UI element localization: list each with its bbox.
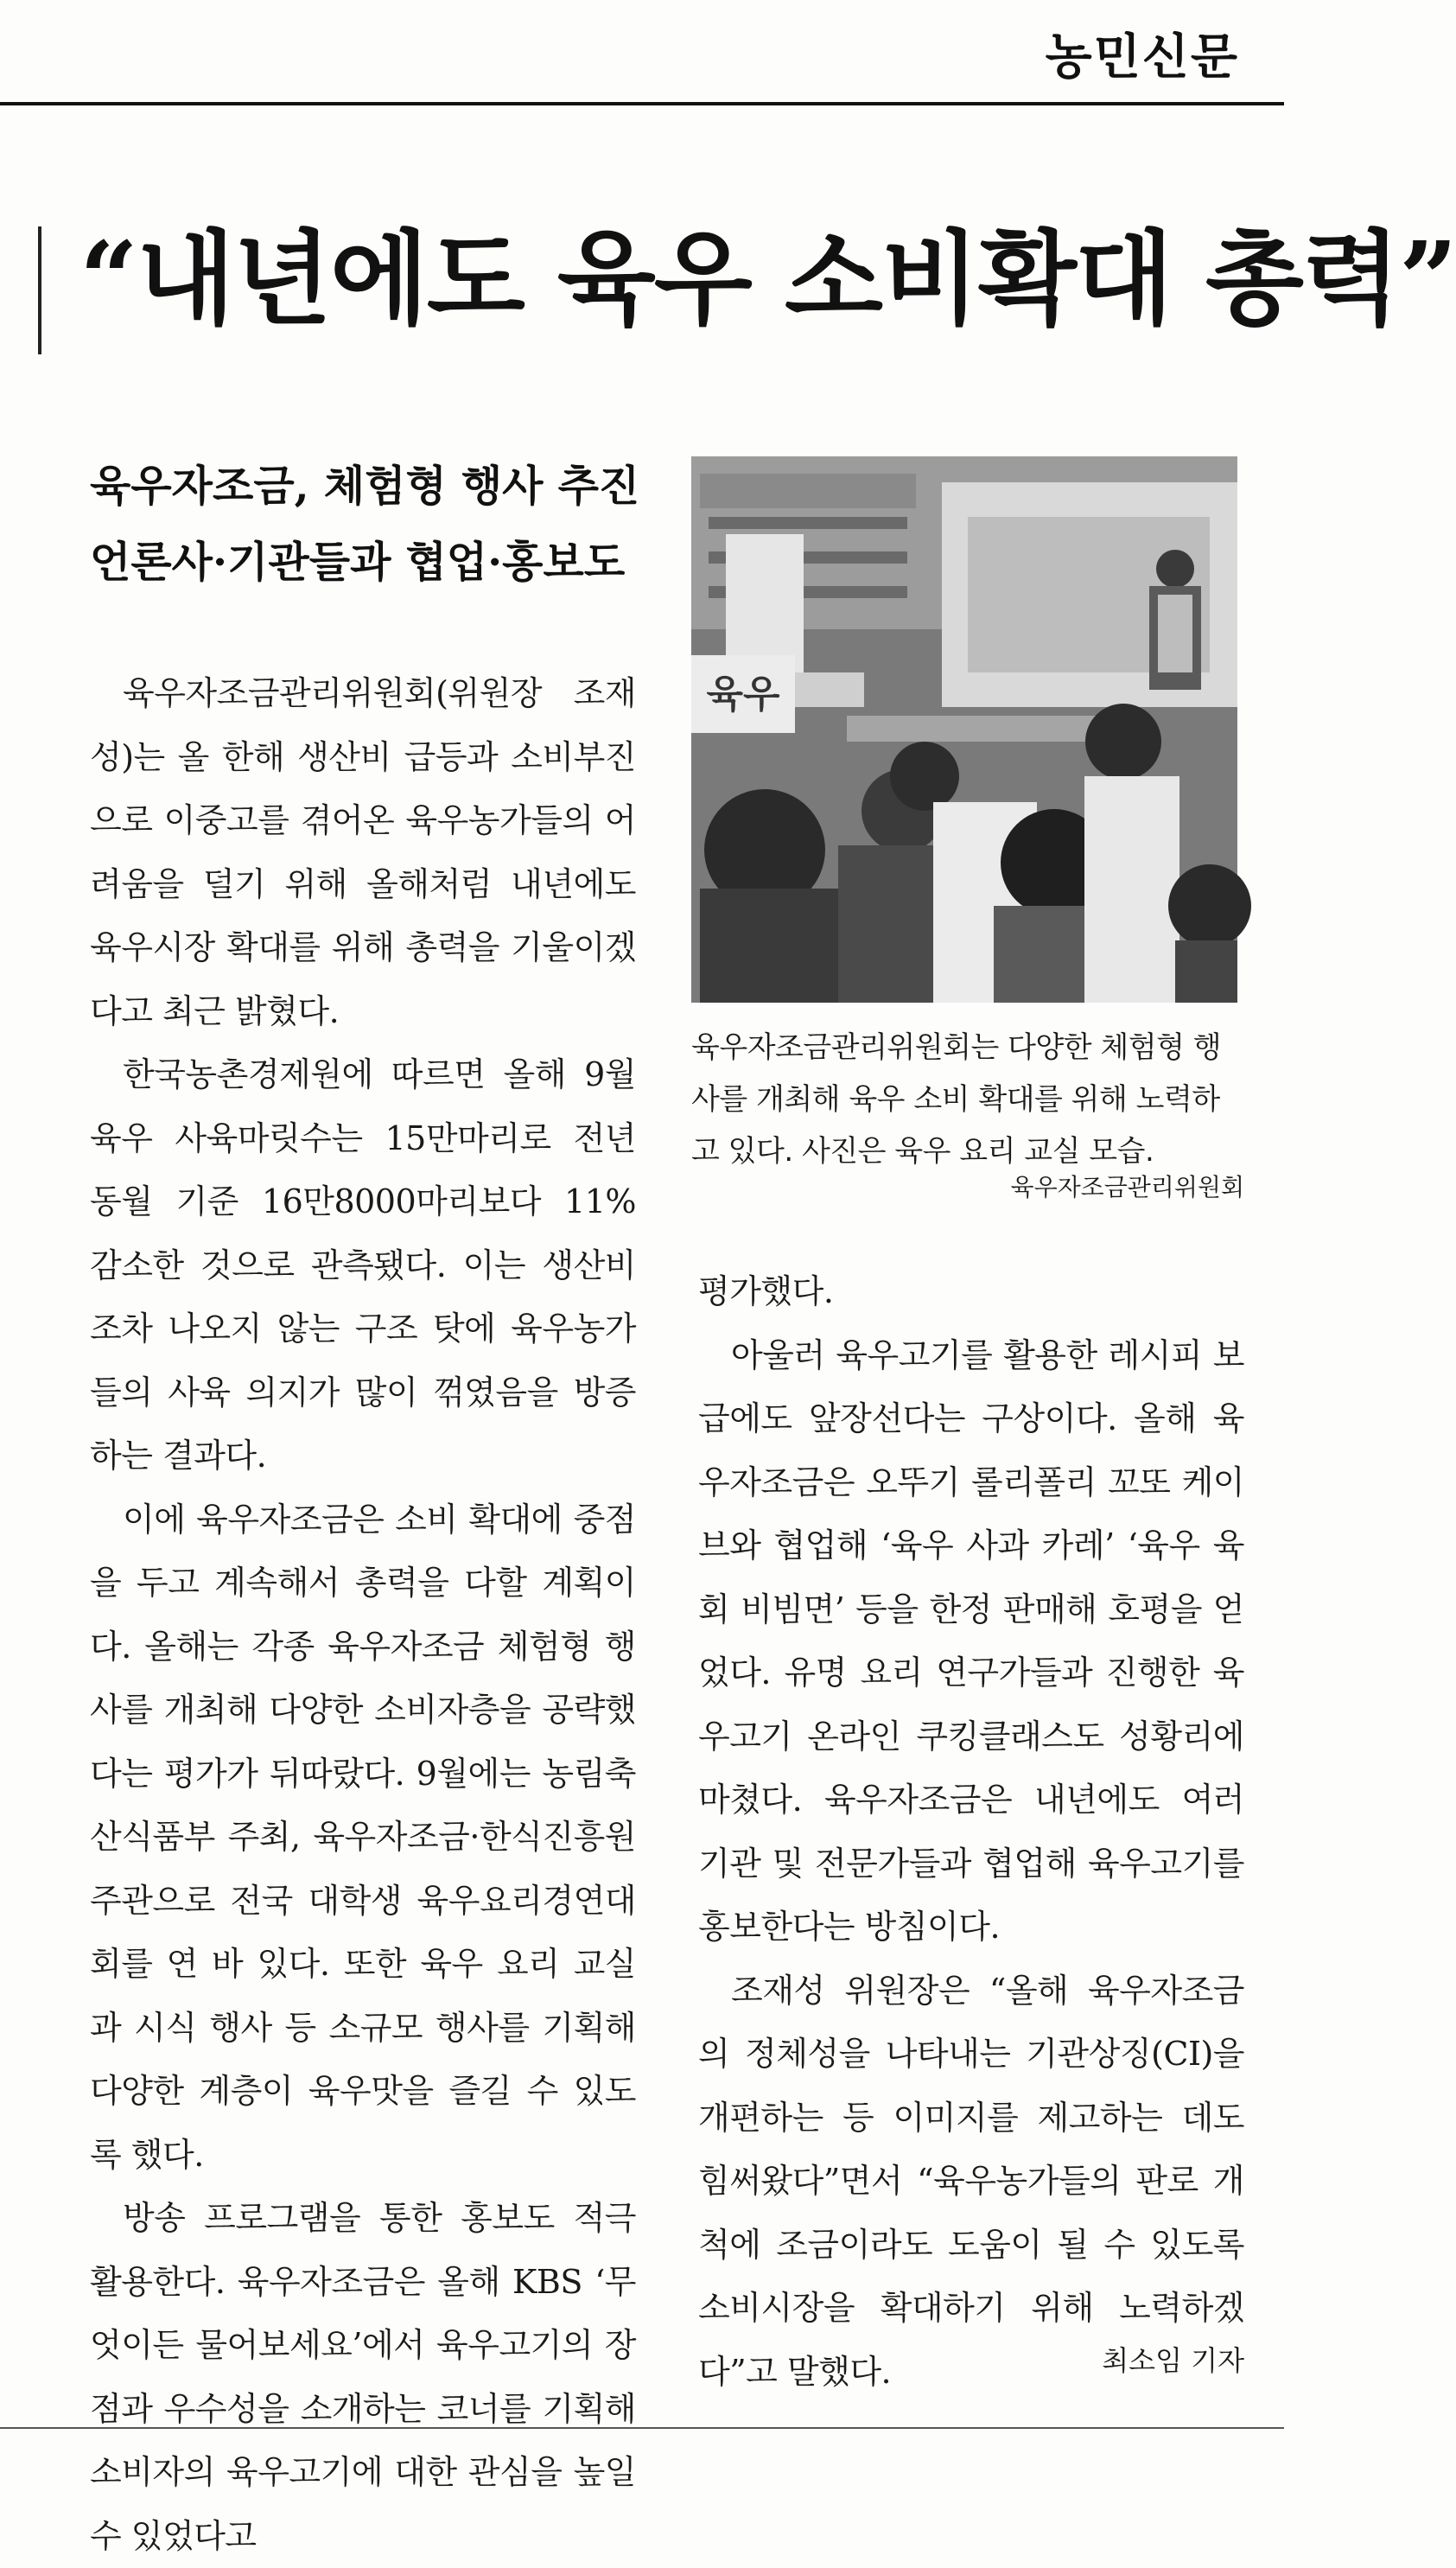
article-right-column bbox=[698, 1260, 1244, 2404]
headline: “내년에도 육우 소비확대 총력” bbox=[79, 219, 1456, 339]
paragraph: 방송 프로그램을 통한 홍보도 적극 활용한다. 육우자조금은 올해 KBS ‘무엇이든 물어보세요’에서 육우고기의 장점과 우수성을 소개하는 코너를 기획해 소비자의 육우고기에 대한 관심을 높일 수 있었다고 bbox=[90, 2199, 636, 2555]
article-photo bbox=[691, 456, 1237, 1003]
photo-sign-text: 육우 bbox=[706, 672, 780, 717]
masthead bbox=[0, 0, 1284, 105]
subheads bbox=[90, 448, 660, 600]
newspaper-name: 농민신문 bbox=[1045, 29, 1239, 86]
paragraph: 육우자조금관리위원회(위원장 조재성)는 올 한해 생산비 급등과 소비부진으로 이중고를 겪어온 육우농가들의 어려움을 덜기 위해 올해처럼 내년에도 육우시장 확대를 위해 총력을 기울이겠다고 최근 밝혔다. bbox=[90, 674, 636, 1030]
photo-caption: 육우자조금관리위원회는 다양한 체험형 행사를 개최해 육우 소비 확대를 위해 노력하고 있다. 사진은 육우 요리 교실 모습. bbox=[691, 1030, 1222, 1169]
paragraph: 평가했다. bbox=[698, 1272, 834, 1310]
byline: 최소임 기자 bbox=[1102, 2344, 1244, 2377]
bottom-rule bbox=[0, 2427, 1284, 2429]
cooking-class-photo bbox=[691, 456, 1237, 1003]
paragraph: 조재성 위원장은 “올해 육우자조금의 정체성을 나타내는 기관상징(CI)을 개편하는 등 이미지를 제고하는 데도 힘써왔다”면서 “육우농가들의 판로 개척에 조금이라도 도움이 될 수 있도록 소비시장을 확대하기 위해 노력하겠다”고 말했다. bbox=[698, 1971, 1244, 2391]
photo-credit: 육우자조금관리위원회 bbox=[1010, 1173, 1244, 1201]
headline-rule bbox=[38, 226, 41, 354]
paragraph: 아울러 육우고기를 활용한 레시피 보급에도 앞장선다는 구상이다. 올해 육우자조금은 오뚜기 롤리폴리 꼬또 케이브와 협업해 ‘육우 사과 카레’ ‘육우 육회 비빔면’ 등을 한정 판매해 호평을 얻었다. 유명 요리 연구가들과 진행한 육우고기 온라인 쿠킹클래스도 성황리에 마쳤다. 육우자조금은 내년에도 여러 기관 및 전문가들과 협업해 육우고기를 홍보한다는 방침이다. bbox=[698, 1335, 1244, 1946]
subhead-2: 언론사·기관들과 협업·홍보도 bbox=[90, 537, 626, 587]
paragraph: 이에 육우자조금은 소비 확대에 중점을 두고 계속해서 총력을 다할 계획이다. 올해는 각종 육우자조금 체험형 행사를 개최해 다양한 소비자층을 공략했다는 평가가 뒤따랐다. 9월에는 농림축산식품부 주최, 육우자조금·한식진흥원 주관으로 전국 대학생 육우요리경연대회를 연 바 있다. 또한 육우 요리 교실과 시식 행사 등 소규모 행사를 기획해 다양한 계층이 육우맛을 즐길 수 있도록 했다. bbox=[90, 1500, 636, 2174]
subhead-1: 육우자조금, 체험형 행사 추진 bbox=[90, 461, 640, 511]
article-left-column bbox=[90, 662, 636, 2568]
paragraph: 한국농촌경제원에 따르면 올해 9월 육우 사육마릿수는 15만마리로 전년 동월 기준 16만8000마리보다 11% 감소한 것으로 관측됐다. 이는 생산비조차 나오지 않는 구조 탓에 육우농가들의 사육 의지가 많이 꺾였음을 방증하는 결과다. bbox=[90, 1055, 636, 1475]
